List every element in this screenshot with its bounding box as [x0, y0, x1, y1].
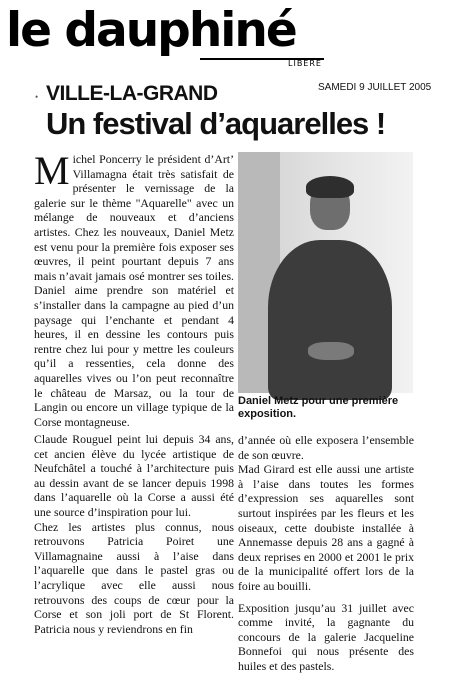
portrait-photo: [238, 152, 413, 393]
photo-figure-hair: [306, 176, 354, 198]
newspaper-logo: le dauphiné: [6, 3, 296, 58]
photo-figure-body: [268, 240, 392, 400]
article-column-2-bottom: [238, 433, 414, 673]
article-column-1-bottom: [34, 432, 234, 640]
article-kicker: VILLE-LA-GRAND: [46, 82, 218, 105]
paragraph-3: Chez les artistes plus connus, nous retrouvons Patricia Poiret une Villamagnaine aussi à l’aise dans l’aquarelle que dans le pastel gras ou l’acrylique avec elle aussi nous retrouvons des coups de cœur pour la Corse et son joli port de St Florent. Patricia nous y reviendrons en fin: [34, 519, 234, 636]
paragraph-2: Claude Rouguel peint lui depuis 34 ans, cet ancien élève du lycée artistique de Neufchâtel a touché à l’architecture puis au dessin avant de se lancer depuis 1998 dans l’aquarelle où la Corse a aussi été une source d’inspiration pour lui.: [34, 432, 234, 519]
masthead: [0, 3, 328, 68]
drop-cap: M: [34, 148, 70, 193]
photo-figure-hands: [308, 342, 354, 360]
paragraph-1-text: ichel Poncerry le président d’Art’ Villamagna était très satisfait de présenter le vernissage de la galerie sur le thème "Aquarelle" avec un mélange de nouveaux et d’anciens artistes. Chez les nouveaux, Daniel Metz est venu pour la première fois exposer ses œuvres, il peint pourtant depuis 7 ans mais n’avait jamais osé montrer ses toiles. Daniel aime prendre son matériel et s’installer dans la campagne au pied d’un paysage qui l’enchante et pendant 4 heures, il en dessine les contours puis rentre chez lui pour y mettre les couleurs qu’il a ressenties, cela donne des aquarelles vives ou l’on peut reconnaître le château de Marsaz, ou la tour de Langin ou encore un village typique de la Corse montagneuse.: [34, 152, 234, 429]
article-column-1-top: [34, 148, 234, 432]
bullet-icon: •: [35, 92, 39, 102]
paragraph-6: Exposition jusqu’au 31 juillet avec comme invité, la gagnante du concours de la galerie Jacqueline Bonnefoi qui nous présente des huiles et des pastels.: [238, 600, 414, 673]
paragraph-5: Mad Girard est elle aussi une artiste à l’aise dans toutes les formes d’expression ses aquarelles sont surtout inspirées par les fleurs et les oiseaux, cette doubiste installée à Annemasse depuis 28 ans a gagné à deux reprises en 2000 et 2001 le prix de la municipalité offert lors de la foire au bouilli.: [238, 462, 414, 593]
paragraph-4: d’année où elle exposera l’ensemble de son œuvre.: [238, 433, 414, 462]
newspaper-logo-subtitle: LIBÉRÉ: [288, 59, 322, 68]
article-headline: Un festival d’aquarelles !: [46, 106, 386, 141]
issue-date: SAMEDI 9 JUILLET 2005: [318, 82, 432, 93]
photo-caption: Daniel Metz pour une première exposition.: [238, 395, 399, 420]
paragraph-1: [34, 148, 234, 429]
